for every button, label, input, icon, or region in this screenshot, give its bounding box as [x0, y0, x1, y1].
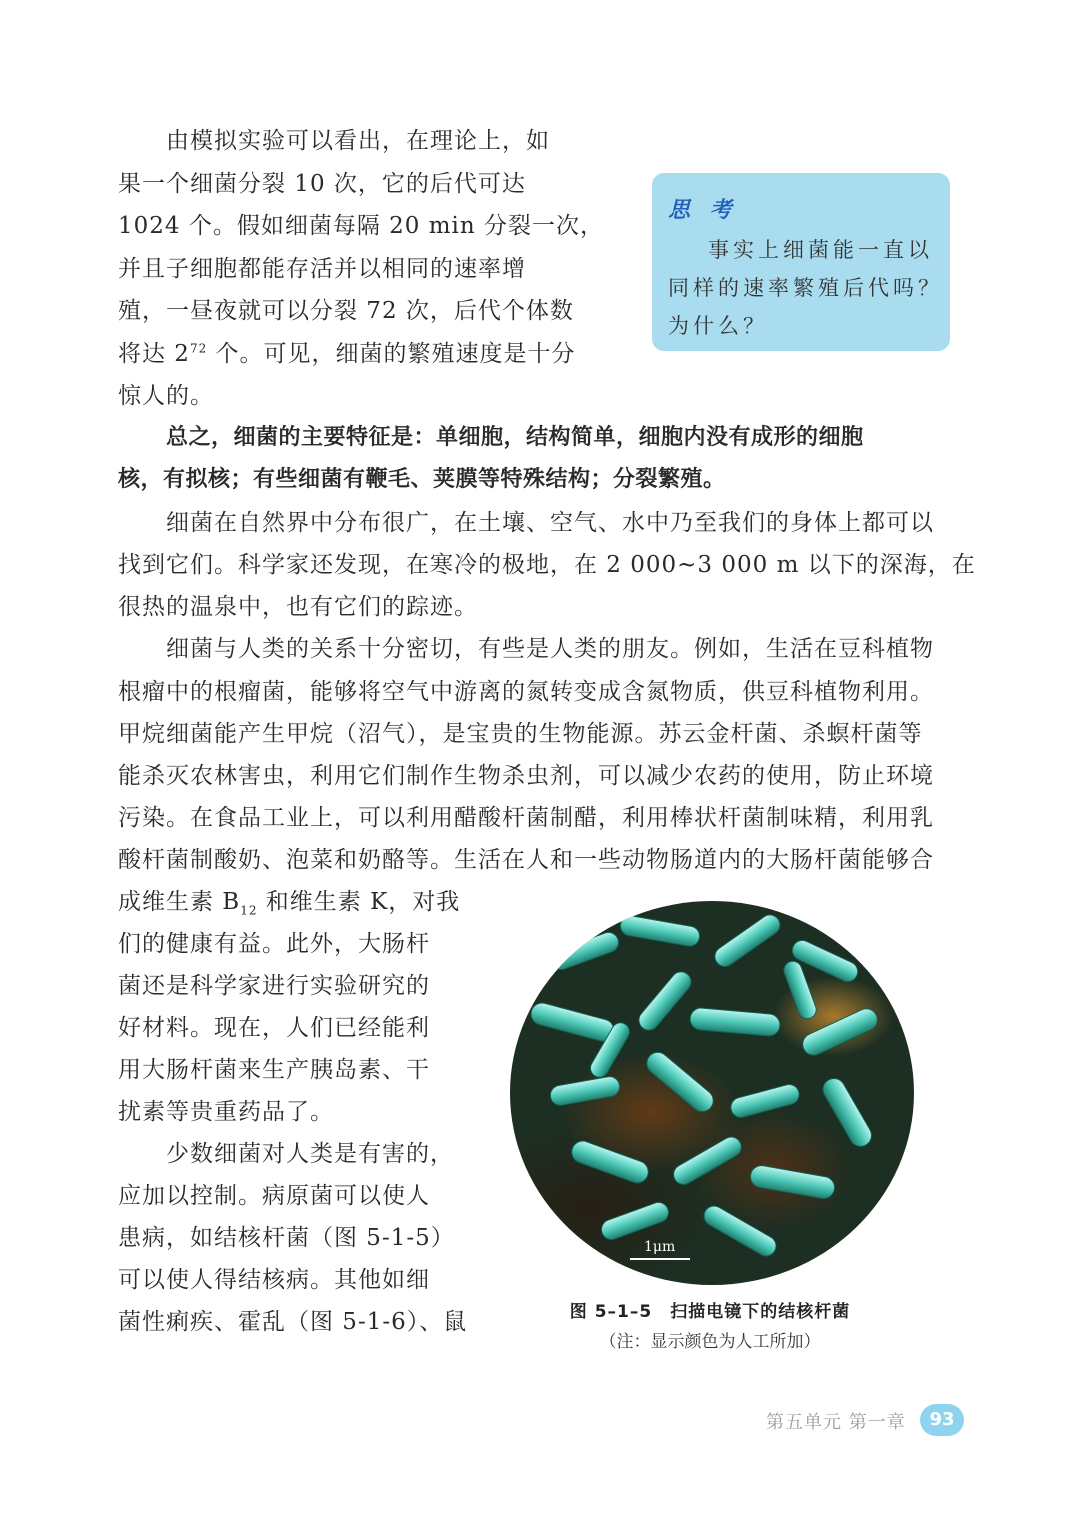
think-title: 思 考 — [668, 198, 738, 223]
para1-line-3: 1024 个。假如细菌每隔 20 min 分裂一次， — [118, 213, 605, 239]
para3-line-4: 能杀灭农林害虫，利用它们制作生物杀虫剂，可以减少农药的使用，防止环境 — [118, 763, 934, 789]
think-line-3: 为什么？ — [668, 314, 768, 338]
scale-label: 1μm — [644, 1239, 676, 1255]
para4-line-3: 患病，如结核杆菌（图 5-1-5） — [118, 1225, 455, 1251]
para3-line-9: 菌还是科学家进行实验研究的 — [118, 973, 430, 999]
para3-line-2: 根瘤中的根瘤菌，能够将空气中游离的氮转变成含氮物质，供豆科植物利用。 — [118, 679, 934, 705]
para3-line-5: 污染。在食品工业上，可以利用醋酸杆菌制醋，利用棒状杆菌制味精，利用乳 — [118, 805, 934, 831]
summary-line-1: 总之，细菌的主要特征是：单细胞，结构简单，细胞内没有成形的细胞 — [166, 425, 864, 450]
para4-line-2: 应加以控制。病原菌可以使人 — [118, 1183, 430, 1209]
para1-line-6: 将达 $2^{72}$ 个。可见，细菌的繁殖速度是十分 — [118, 341, 576, 367]
para2-line-2: 找到它们。科学家还发现，在寒冷的极地，在 2 000~3 000 m 以下的深海，在 — [118, 552, 976, 578]
think-box — [652, 173, 950, 351]
tuberculosis-micrograph — [510, 901, 914, 1285]
para4-line-4: 可以使人得结核病。其他如细 — [118, 1267, 430, 1293]
para2-line-1: 细菌在自然界中分布很广，在土壤、空气、水中乃至我们的身体上都可以 — [166, 510, 934, 536]
page-number: 93 — [920, 1404, 964, 1436]
summary-line-2: 核，有拟核；有些细菌有鞭毛、荚膜等特殊结构；分裂繁殖。 — [118, 467, 726, 492]
para3-line-1: 细菌与人类的关系十分密切，有些是人类的朋友。例如，生活在豆科植物 — [166, 636, 934, 662]
think-line-2: 同样的速率繁殖后代吗？ — [668, 276, 943, 300]
para3-line-12: 扰素等贵重药品了。 — [118, 1099, 334, 1125]
para3-line-3: 甲烷细菌能产生甲烷（沼气），是宝贵的生物能源。苏云金杆菌、杀螟杆菌等 — [118, 721, 923, 747]
para3-line-8: 们的健康有益。此外，大肠杆 — [118, 931, 430, 957]
para3-line-6: 酸杆菌制酸奶、泡菜和奶酪等。生活在人和一些动物肠道内的大肠杆菌能够合 — [118, 847, 934, 873]
para1-line-5: 殖，一昼夜就可以分裂 72 次，后代个体数 — [118, 298, 574, 324]
figure-caption: 图 5–1–5 扫描电镜下的结核杆菌 — [569, 1302, 851, 1322]
para4-line-1: 少数细菌对人类是有害的， — [166, 1141, 454, 1167]
para3-line-11: 用大肠杆菌来生产胰岛素、干 — [118, 1057, 430, 1083]
para1-line-4: 并且子细胞都能存活并以相同的速率增 — [118, 256, 526, 282]
think-line-1: 事实上细菌能一直以 — [708, 238, 933, 262]
para1-line-7: 惊人的。 — [118, 383, 214, 409]
para3-line-10: 好材料。现在，人们已经能利 — [118, 1015, 430, 1041]
figure-note: （注：显示颜色为人工所加） — [599, 1332, 821, 1352]
bacteria-illustration — [510, 901, 914, 1285]
para1-line-2: 果一个细菌分裂 10 次，它的后代可达 — [118, 171, 526, 197]
footer-unit: 第五单元 第一章 — [766, 1412, 906, 1433]
para2-line-3: 很热的温泉中，也有它们的踪迹。 — [118, 594, 478, 620]
para1-line-1: 由模拟实验可以看出，在理论上，如 — [166, 128, 550, 154]
para3-line-7: 成维生素 $B_{12}$ 和维生素 K，对我 — [118, 889, 461, 918]
para4-line-5: 菌性痢疾、霍乱（图 5-1-6）、鼠 — [118, 1309, 468, 1335]
